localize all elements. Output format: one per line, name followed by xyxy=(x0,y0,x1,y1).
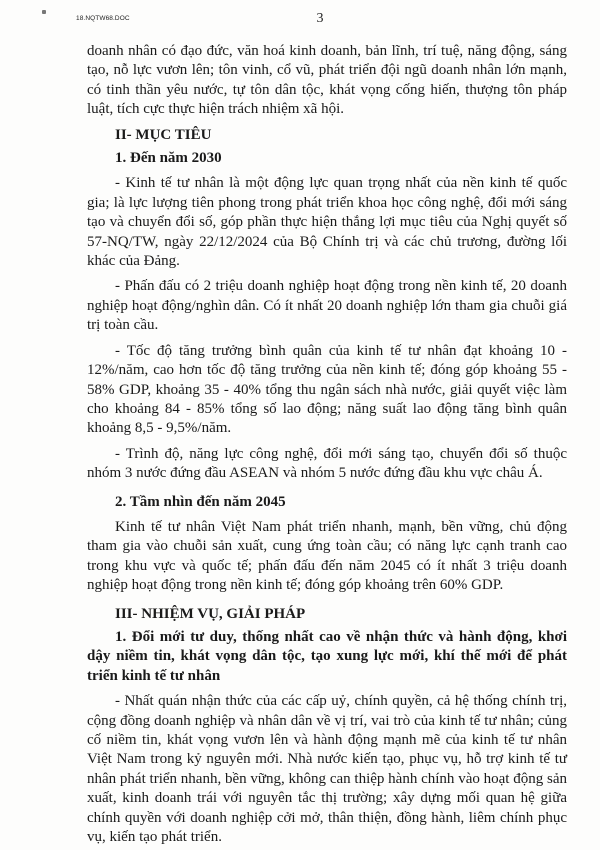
section-heading-objectives: II- MỤC TIÊU xyxy=(115,126,212,143)
document-id: 18.NQTW68.DOC xyxy=(76,15,130,22)
paragraph-2030-growth: - Tốc độ tăng trưởng bình quân của kinh tế tư nhân đạt khoảng 10 - 12%/năm, cao hơn tốc độ tăng trưởng của nền kinh tế; đóng góp khoảng 55 - 58% GDP, khoảng 35 - 40% tổng thu ngân sách nhà nước, giải quyết việc làm cho khoảng 84 - 85% tổng số lao động; năng suất lao động tăng bình quân khoảng 8,5 - 9,5%/năm. xyxy=(87,342,567,437)
subheading-2045: 2. Tầm nhìn đến năm 2045 xyxy=(115,493,286,510)
paragraph-2030-enterprises: - Phấn đấu có 2 triệu doanh nghiệp hoạt động trong nền kinh tế, 20 doanh nghiệp hoạt động/nghìn dân. Có ít nhất 20 doanh nghiệp lớn tham gia chuỗi giá trị toàn cầu. xyxy=(87,278,567,334)
subheading-2030: 1. Đến năm 2030 xyxy=(115,150,222,167)
paragraph-intro: doanh nhân có đạo đức, văn hoá kinh doanh, bản lĩnh, trí tuệ, năng động, sáng tạo, nỗ lực vươn lên; tôn vinh, cổ vũ, phát triển đội ngũ doanh nhân lớn mạnh, có tinh thần yêu nước, tự tôn dân tộc, khát vọng cống hiến, thượng tôn pháp luật, tích cực thực hiện trách nhiệm xã hội. xyxy=(87,43,567,118)
paragraph-2045-vision: Kinh tế tư nhân Việt Nam phát triển nhanh, mạnh, bền vững, chủ động tham gia vào chuỗi sản xuất, cung ứng toàn cầu; có năng lực cạnh tranh cao trong khu vực và quốc tế; phấn đấu đến năm 2045 có ít nhất 3 triệu doanh nghiệp hoạt động trong nền kinh tế; đóng góp khoảng trên 60% GDP. xyxy=(87,518,567,594)
subheading-task-1: 1. Đổi mới tư duy, thống nhất cao về nhận thức và hành động, khơi dậy niềm tin, khát vọng dân tộc, tạo xung lực mới, khí thế mới để phát triển kinh tế tư nhân xyxy=(87,628,567,684)
document-body xyxy=(87,42,567,847)
page-number: 3 xyxy=(316,11,324,26)
paragraph-2030-technology: - Trình độ, năng lực công nghệ, đổi mới sáng tạo, chuyển đổi số thuộc nhóm 3 nước đứng đầu ASEAN và nhóm 5 nước đứng đầu khu vực châu Á. xyxy=(87,445,567,482)
paragraph-2030-role: - Kinh tế tư nhân là một động lực quan trọng nhất của nền kinh tế quốc gia; là lực lượng tiên phong trong phát triển khoa học công nghệ, đổi mới sáng tạo và chuyển đổi số, góp phần thực hiện thắng lợi mục tiêu của Nghị quyết số 57-NQ/TW, ngày 22/12/2024 của Bộ Chính trị và các chủ trương, đường lối khác của Đảng. xyxy=(87,175,567,270)
paragraph-task-1: - Nhất quán nhận thức của các cấp uỷ, chính quyền, cả hệ thống chính trị, cộng đồng doanh nghiệp và nhân dân về vị trí, vai trò của kinh tế tư nhân; củng cố niềm tin, khát vọng vươn lên và hành động mạnh mẽ của kinh tế tư nhân Việt Nam trong kỷ nguyên mới. Nhà nước kiến tạo, phục vụ, hỗ trợ kinh tế tư nhân phát triển nhanh, bền vững, không can thiệp hành chính vào hoạt động sản xuất, kinh doanh trái với nguyên tắc thị trường; xây dựng mối quan hệ giữa chính quyền với doanh nghiệp cởi mở, thân thiện, đồng hành, liêm chính phục vụ, kiến tạo phát triển. xyxy=(87,693,567,846)
section-heading-tasks: III- NHIỆM VỤ, GIẢI PHÁP xyxy=(115,605,306,622)
